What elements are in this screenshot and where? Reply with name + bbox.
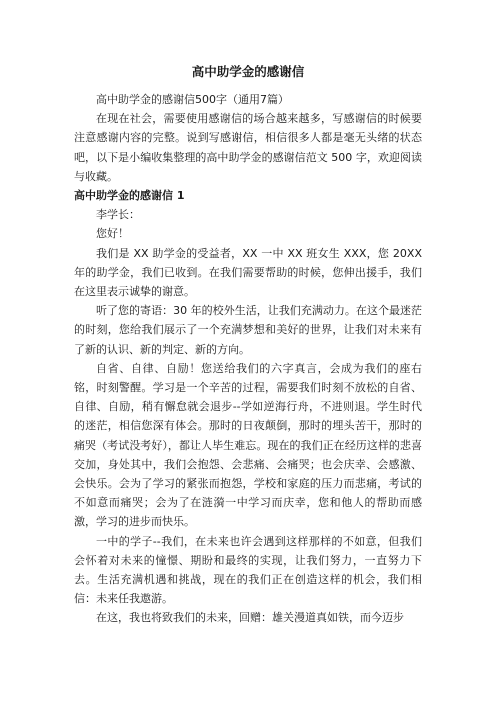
body-paragraph: 在现在社会，需要使用感谢信的场合越来越多，写感谢信的时候要注意感谢内容的完整。说到写感谢信，相信很多人都是毫无头绪的状态吧，以下是小编收集整理的高中助学金的感谢信范文 500 字，欢迎阅读与收藏。 bbox=[74, 112, 422, 183]
body-paragraph: 自省、自律、自励！您送给我们的六字真言，会成为我们的座右铭，时刻警醒。学习是一个辛苦的过程，需要我们时刻不放松的自省、自律、自励，稍有懈怠就会退步--学如逆海行舟，不进则退。学生时代的迷茫，相信您深有体会。那时的日夜颠倒，那时的埋头苦干，那时的痛哭（考试没考好），都让人毕生难忘。现在的我们正在经历这样的悲喜交加，身处其中，我们会抱怨、会悲痛、会痛哭；也会庆幸、会感激、会快乐。会为了学习的紧张而抱怨，学校和家庭的压力而悲痛，考试的不如意而痛哭；会为了在涟漪一中学习而庆幸，您和他人的帮助而感激，学习的进步而快乐。 bbox=[74, 361, 422, 529]
section-heading: 高中助学金的感谢信 1 bbox=[74, 189, 185, 203]
body-paragraph: 在这，我也将致我们的未来，回赠：雄关漫道真如铁，而今迈步 bbox=[96, 611, 404, 625]
body-paragraph: 高中助学金的感谢信500字（通用7篇） bbox=[96, 93, 289, 106]
body-paragraph: 李学长： bbox=[96, 208, 140, 222]
body-paragraph: 听了您的寄语：30 年的校外生活，让我们充满动力。在这个最迷茫的时刻，您给我们展示了一个充满梦想和美好的世界，让我们对未来有了新的认识、新的判定、新的方向。 bbox=[74, 304, 422, 356]
body-paragraph: 一中的学子--我们，在未来也许会遇到这样那样的不如意，但我们会怀着对未来的憧憬、期盼和最终的实现，让我们努力，一直努力下去。生活充满机遇和挑战，现在的我们正在创造这样的机会，我们相信：未来任我遨游。 bbox=[74, 534, 422, 606]
body-paragraph: 您好！ bbox=[96, 227, 129, 241]
document-body bbox=[74, 90, 422, 628]
body-paragraph: 我们是 XX 助学金的受益者，XX 一中 XX 班女生 XXX，您 20XX 年的助学金，我们已收到。在我们需要帮助的时候，您伸出援手，我们在这里表示诚挚的谢意。 bbox=[74, 246, 422, 299]
document-title: 高中助学金的感谢信 bbox=[191, 64, 305, 79]
